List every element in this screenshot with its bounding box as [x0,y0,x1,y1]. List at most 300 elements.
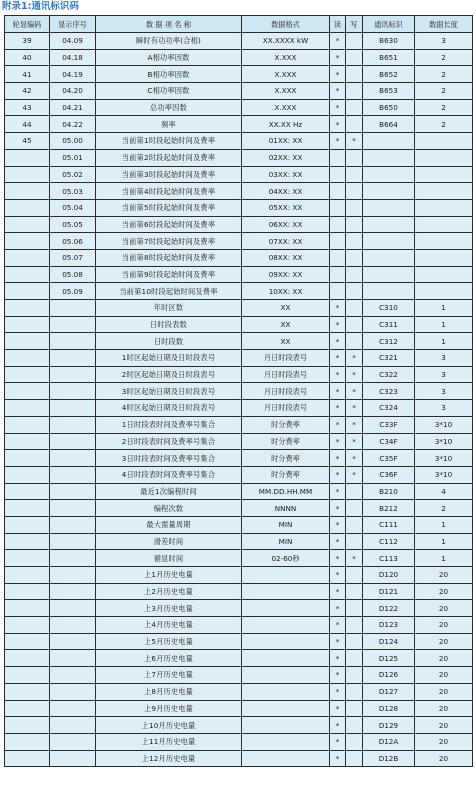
display-index-cell: 04.19 [50,66,96,83]
data-format-cell: XX [242,316,330,333]
cycle-code-cell: 39 [5,33,50,50]
write-cell [346,216,363,233]
data-length-cell: 20 [415,700,473,717]
read-cell: * [330,650,346,667]
item-name-cell: 日时段表数 [96,316,242,333]
data-format-cell [242,717,330,734]
comm-id-cell: D127 [363,683,415,700]
data-format-cell: 月日时段表号 [242,366,330,383]
comm-id-cell: C312 [363,333,415,350]
data-format-cell: X.XXX [242,99,330,116]
table-row [5,700,473,717]
item-name-cell: 当前第10时段起始时间及费率 [96,283,242,300]
data-length-cell: 20 [415,750,473,767]
data-format-cell: 04XX: XX [242,183,330,200]
comm-id-cell: B664 [363,116,415,133]
cycle-code-cell [5,400,50,417]
header-cell: 通讯标识 [363,16,415,33]
read-cell: * [330,717,346,734]
read-cell [330,249,346,266]
data-length-cell: 20 [415,583,473,600]
display-index-cell [50,750,96,767]
read-cell: * [330,600,346,617]
data-length-cell: 1 [415,533,473,550]
read-cell [330,199,346,216]
display-index-cell [50,733,96,750]
table-row [5,116,473,133]
cycle-code-cell [5,333,50,350]
item-name-cell: 上6月历史电量 [96,650,242,667]
data-length-cell: 20 [415,600,473,617]
comm-id-cell: B650 [363,99,415,116]
cycle-code-cell [5,750,50,767]
table-row [5,333,473,350]
header-cell: 数 据 项 名 称 [96,16,242,33]
table-row [5,683,473,700]
table-row [5,500,473,517]
item-name-cell: 3日时段表时间及费率号集合 [96,450,242,467]
display-index-cell [50,300,96,317]
cycle-code-cell [5,199,50,216]
read-cell: * [330,550,346,567]
item-name-cell: 2日时段表时间及费率号集合 [96,433,242,450]
data-length-cell: 1 [415,550,473,567]
data-format-cell: 时分费率 [242,416,330,433]
table-row [5,216,473,233]
data-length-cell [415,283,473,300]
table-row [5,717,473,734]
table-row [5,183,473,200]
data-length-cell: 20 [415,633,473,650]
cycle-code-cell [5,733,50,750]
read-cell: * [330,583,346,600]
data-length-cell: 2 [415,83,473,100]
data-format-cell: 01XX: XX [242,133,330,150]
data-length-cell [415,149,473,166]
comm-id-cell: C34F [363,433,415,450]
data-length-cell: 2 [415,116,473,133]
comm-id-cell: C324 [363,400,415,417]
item-name-cell: 上8月历史电量 [96,683,242,700]
comm-id-cell: D12B [363,750,415,767]
table-row [5,650,473,667]
data-length-cell [415,166,473,183]
cycle-code-cell [5,316,50,333]
data-format-cell: XX [242,333,330,350]
display-index-cell [50,366,96,383]
data-format-cell: 09XX: XX [242,266,330,283]
display-index-cell [50,416,96,433]
write-cell [346,650,363,667]
read-cell [330,266,346,283]
write-cell: * [346,450,363,467]
comm-id-cell: C321 [363,350,415,367]
data-format-cell: 03XX: XX [242,166,330,183]
display-index-cell [50,600,96,617]
item-name-cell: 滑差时间 [96,533,242,550]
data-length-cell: 20 [415,683,473,700]
data-length-cell: 1 [415,300,473,317]
read-cell [330,183,346,200]
comm-id-cell [363,249,415,266]
display-index-cell [50,400,96,417]
display-index-cell [50,550,96,567]
header-cell: 读 [330,16,346,33]
read-cell: * [330,483,346,500]
comm-id-cell: C111 [363,516,415,533]
display-index-cell [50,633,96,650]
data-format-cell: XX [242,300,330,317]
write-cell [346,316,363,333]
data-format-cell: 时分费率 [242,433,330,450]
table-row [5,266,473,283]
display-index-cell: 04.18 [50,49,96,66]
data-length-cell: 2 [415,49,473,66]
display-index-cell [50,516,96,533]
read-cell [330,233,346,250]
table-row [5,66,473,83]
item-name-cell: 4时区起始日期及日时段表号 [96,400,242,417]
item-name-cell: 瞬时有功功率(合相) [96,33,242,50]
item-name-cell: 当前第9时段起始时间及费率 [96,266,242,283]
display-index-cell: 04.22 [50,116,96,133]
cycle-code-cell [5,266,50,283]
read-cell [330,166,346,183]
comm-id-cell: B210 [363,483,415,500]
read-cell: * [330,316,346,333]
display-index-cell: 05.06 [50,233,96,250]
cycle-code-cell [5,633,50,650]
display-index-cell [50,333,96,350]
cycle-code-cell [5,433,50,450]
read-cell: * [330,66,346,83]
write-cell [346,583,363,600]
read-cell: * [330,683,346,700]
comm-id-cell: C310 [363,300,415,317]
table-row [5,316,473,333]
data-format-cell: 月日时段表号 [242,350,330,367]
comm-id-cell: D129 [363,717,415,734]
display-index-cell [50,466,96,483]
write-cell: * [346,383,363,400]
table-row [5,33,473,50]
table-row [5,416,473,433]
table-row [5,383,473,400]
display-index-cell [50,617,96,634]
table-row [5,600,473,617]
read-cell: * [330,450,346,467]
data-length-cell: 20 [415,733,473,750]
write-cell [346,567,363,584]
cycle-code-cell [5,283,50,300]
read-cell: * [330,516,346,533]
comm-id-cell [363,283,415,300]
display-index-cell [50,500,96,517]
cycle-code-cell [5,383,50,400]
comm-id-cell [363,266,415,283]
data-length-cell: 3 [415,383,473,400]
read-cell [330,216,346,233]
comm-id-cell: C36F [363,466,415,483]
display-index-cell: 05.07 [50,249,96,266]
read-cell: * [330,99,346,116]
write-cell [346,333,363,350]
read-cell: * [330,33,346,50]
comm-id-cell: C311 [363,316,415,333]
data-format-cell: 08XX: XX [242,249,330,266]
data-length-cell: 1 [415,316,473,333]
write-cell [346,33,363,50]
data-format-cell [242,617,330,634]
header-row [5,16,473,33]
display-index-cell: 05.03 [50,183,96,200]
display-index-cell: 05.01 [50,149,96,166]
display-index-cell [50,533,96,550]
cycle-code-cell [5,249,50,266]
read-cell: * [330,617,346,634]
write-cell [346,300,363,317]
cycle-code-cell [5,350,50,367]
write-cell [346,667,363,684]
data-format-cell: 05XX: XX [242,199,330,216]
header-cell: 数据格式 [242,16,330,33]
cycle-code-cell [5,583,50,600]
read-cell: * [330,366,346,383]
cycle-code-cell: 43 [5,99,50,116]
comm-id-cell: D123 [363,617,415,634]
write-cell [346,266,363,283]
table-row [5,99,473,116]
display-index-cell [50,667,96,684]
display-index-cell [50,450,96,467]
cycle-code-cell [5,683,50,700]
data-length-cell: 3 [415,33,473,50]
display-index-cell [50,583,96,600]
data-length-cell: 3*10 [415,450,473,467]
comm-id-table [4,15,473,767]
data-format-cell [242,600,330,617]
table-row [5,633,473,650]
comm-id-cell [363,199,415,216]
table-row [5,516,473,533]
table-row [5,400,473,417]
data-length-cell: 3 [415,400,473,417]
cycle-code-cell: 45 [5,133,50,150]
table-row [5,366,473,383]
cycle-code-cell [5,500,50,517]
table-row [5,583,473,600]
write-cell [346,166,363,183]
read-cell [330,283,346,300]
write-cell [346,116,363,133]
data-length-cell: 4 [415,483,473,500]
item-name-cell: 当前第7时段起始时间及费率 [96,233,242,250]
table-row [5,133,473,150]
data-format-cell: X.XXX [242,83,330,100]
item-name-cell: C相功率因数 [96,83,242,100]
item-name-cell: 上3月历史电量 [96,600,242,617]
data-format-cell: 02-60秒 [242,550,330,567]
item-name-cell: 上9月历史电量 [96,700,242,717]
data-length-cell: 2 [415,500,473,517]
item-name-cell: 上4月历史电量 [96,617,242,634]
read-cell: * [330,116,346,133]
display-index-cell [50,650,96,667]
cycle-code-cell [5,483,50,500]
write-cell [346,283,363,300]
read-cell: * [330,400,346,417]
cycle-code-cell [5,183,50,200]
display-index-cell: 05.08 [50,266,96,283]
data-length-cell [415,249,473,266]
comm-id-cell: D126 [363,667,415,684]
data-format-cell: MIN [242,516,330,533]
data-length-cell: 20 [415,717,473,734]
comm-id-cell: C113 [363,550,415,567]
comm-id-cell: B212 [363,500,415,517]
display-index-cell: 04.21 [50,99,96,116]
item-name-cell: 最近1次编程时间 [96,483,242,500]
item-name-cell: 年时区数 [96,300,242,317]
cycle-code-cell [5,600,50,617]
write-cell [346,83,363,100]
table-row [5,300,473,317]
data-length-cell: 3*10 [415,466,473,483]
data-format-cell: MM.DD.HH.MM [242,483,330,500]
comm-id-cell: D124 [363,633,415,650]
header-cell: 写 [346,16,363,33]
data-format-cell: 月日时段表号 [242,383,330,400]
item-name-cell: 日时段数 [96,333,242,350]
table-body [5,33,473,767]
data-format-cell: NNNN [242,500,330,517]
table-row [5,750,473,767]
comm-id-cell: C33F [363,416,415,433]
item-name-cell: 1时区起始日期及日时段表号 [96,350,242,367]
read-cell: * [330,567,346,584]
cycle-code-cell [5,216,50,233]
display-index-cell: 04.20 [50,83,96,100]
data-format-cell: MIN [242,533,330,550]
display-index-cell [50,383,96,400]
comm-id-cell: B652 [363,66,415,83]
cycle-code-cell: 41 [5,66,50,83]
write-cell [346,49,363,66]
item-name-cell: 上1月历史电量 [96,567,242,584]
write-cell [346,733,363,750]
item-name-cell: 频率 [96,116,242,133]
data-format-cell [242,633,330,650]
display-index-cell [50,316,96,333]
write-cell: * [346,133,363,150]
cycle-code-cell [5,466,50,483]
header-cell: 显示序号 [50,16,96,33]
item-name-cell: 上5月历史电量 [96,633,242,650]
cycle-code-cell [5,233,50,250]
read-cell: * [330,350,346,367]
table-row [5,49,473,66]
table-row [5,533,473,550]
display-index-cell [50,483,96,500]
table-row [5,166,473,183]
item-name-cell: 上7月历史电量 [96,667,242,684]
table-row [5,433,473,450]
comm-id-cell: B630 [363,33,415,50]
comm-id-cell: C323 [363,383,415,400]
display-index-cell: 05.00 [50,133,96,150]
item-name-cell: 最大需量周期 [96,516,242,533]
data-format-cell: 时分费率 [242,450,330,467]
write-cell: * [346,466,363,483]
write-cell [346,700,363,717]
table-row [5,733,473,750]
write-cell [346,149,363,166]
table-row [5,83,473,100]
data-format-cell: X.XXX [242,66,330,83]
item-name-cell: 当前第2时段起始时间及费率 [96,149,242,166]
read-cell: * [330,49,346,66]
item-name-cell: 循显时间 [96,550,242,567]
comm-id-cell: D12A [363,733,415,750]
item-name-cell: 4日时段表时间及费率号集合 [96,466,242,483]
data-length-cell: 1 [415,333,473,350]
display-index-cell: 05.02 [50,166,96,183]
cycle-code-cell [5,300,50,317]
comm-id-cell [363,233,415,250]
cycle-code-cell [5,533,50,550]
cycle-code-cell [5,450,50,467]
data-length-cell: 20 [415,650,473,667]
write-cell: * [346,433,363,450]
read-cell: * [330,733,346,750]
display-index-cell: 05.09 [50,283,96,300]
item-name-cell: 当前第4时段起始时间及费率 [96,183,242,200]
data-format-cell [242,700,330,717]
item-name-cell: 当前第1时段起始时间及费率 [96,133,242,150]
data-length-cell: 1 [415,516,473,533]
display-index-cell: 05.05 [50,216,96,233]
read-cell: * [330,133,346,150]
display-index-cell [50,700,96,717]
data-format-cell: 06XX: XX [242,216,330,233]
table-row [5,199,473,216]
write-cell [346,683,363,700]
data-length-cell: 3 [415,366,473,383]
table-row [5,483,473,500]
write-cell [346,633,363,650]
item-name-cell: 1日时段表时间及费率号集合 [96,416,242,433]
header-cell: 轮显编码 [5,16,50,33]
display-index-cell: 05.04 [50,199,96,216]
cycle-code-cell: 44 [5,116,50,133]
data-length-cell: 3 [415,350,473,367]
read-cell: * [330,300,346,317]
read-cell: * [330,750,346,767]
write-cell: * [346,416,363,433]
read-cell: * [330,433,346,450]
data-format-cell: 月日时段表号 [242,400,330,417]
display-index-cell [50,433,96,450]
read-cell: * [330,333,346,350]
cycle-code-cell [5,516,50,533]
write-cell [346,516,363,533]
cycle-code-cell [5,717,50,734]
data-length-cell [415,266,473,283]
comm-id-cell [363,183,415,200]
data-format-cell: 时分费率 [242,466,330,483]
table-row [5,466,473,483]
page-title: 附录1:通讯标识码 [2,1,79,12]
